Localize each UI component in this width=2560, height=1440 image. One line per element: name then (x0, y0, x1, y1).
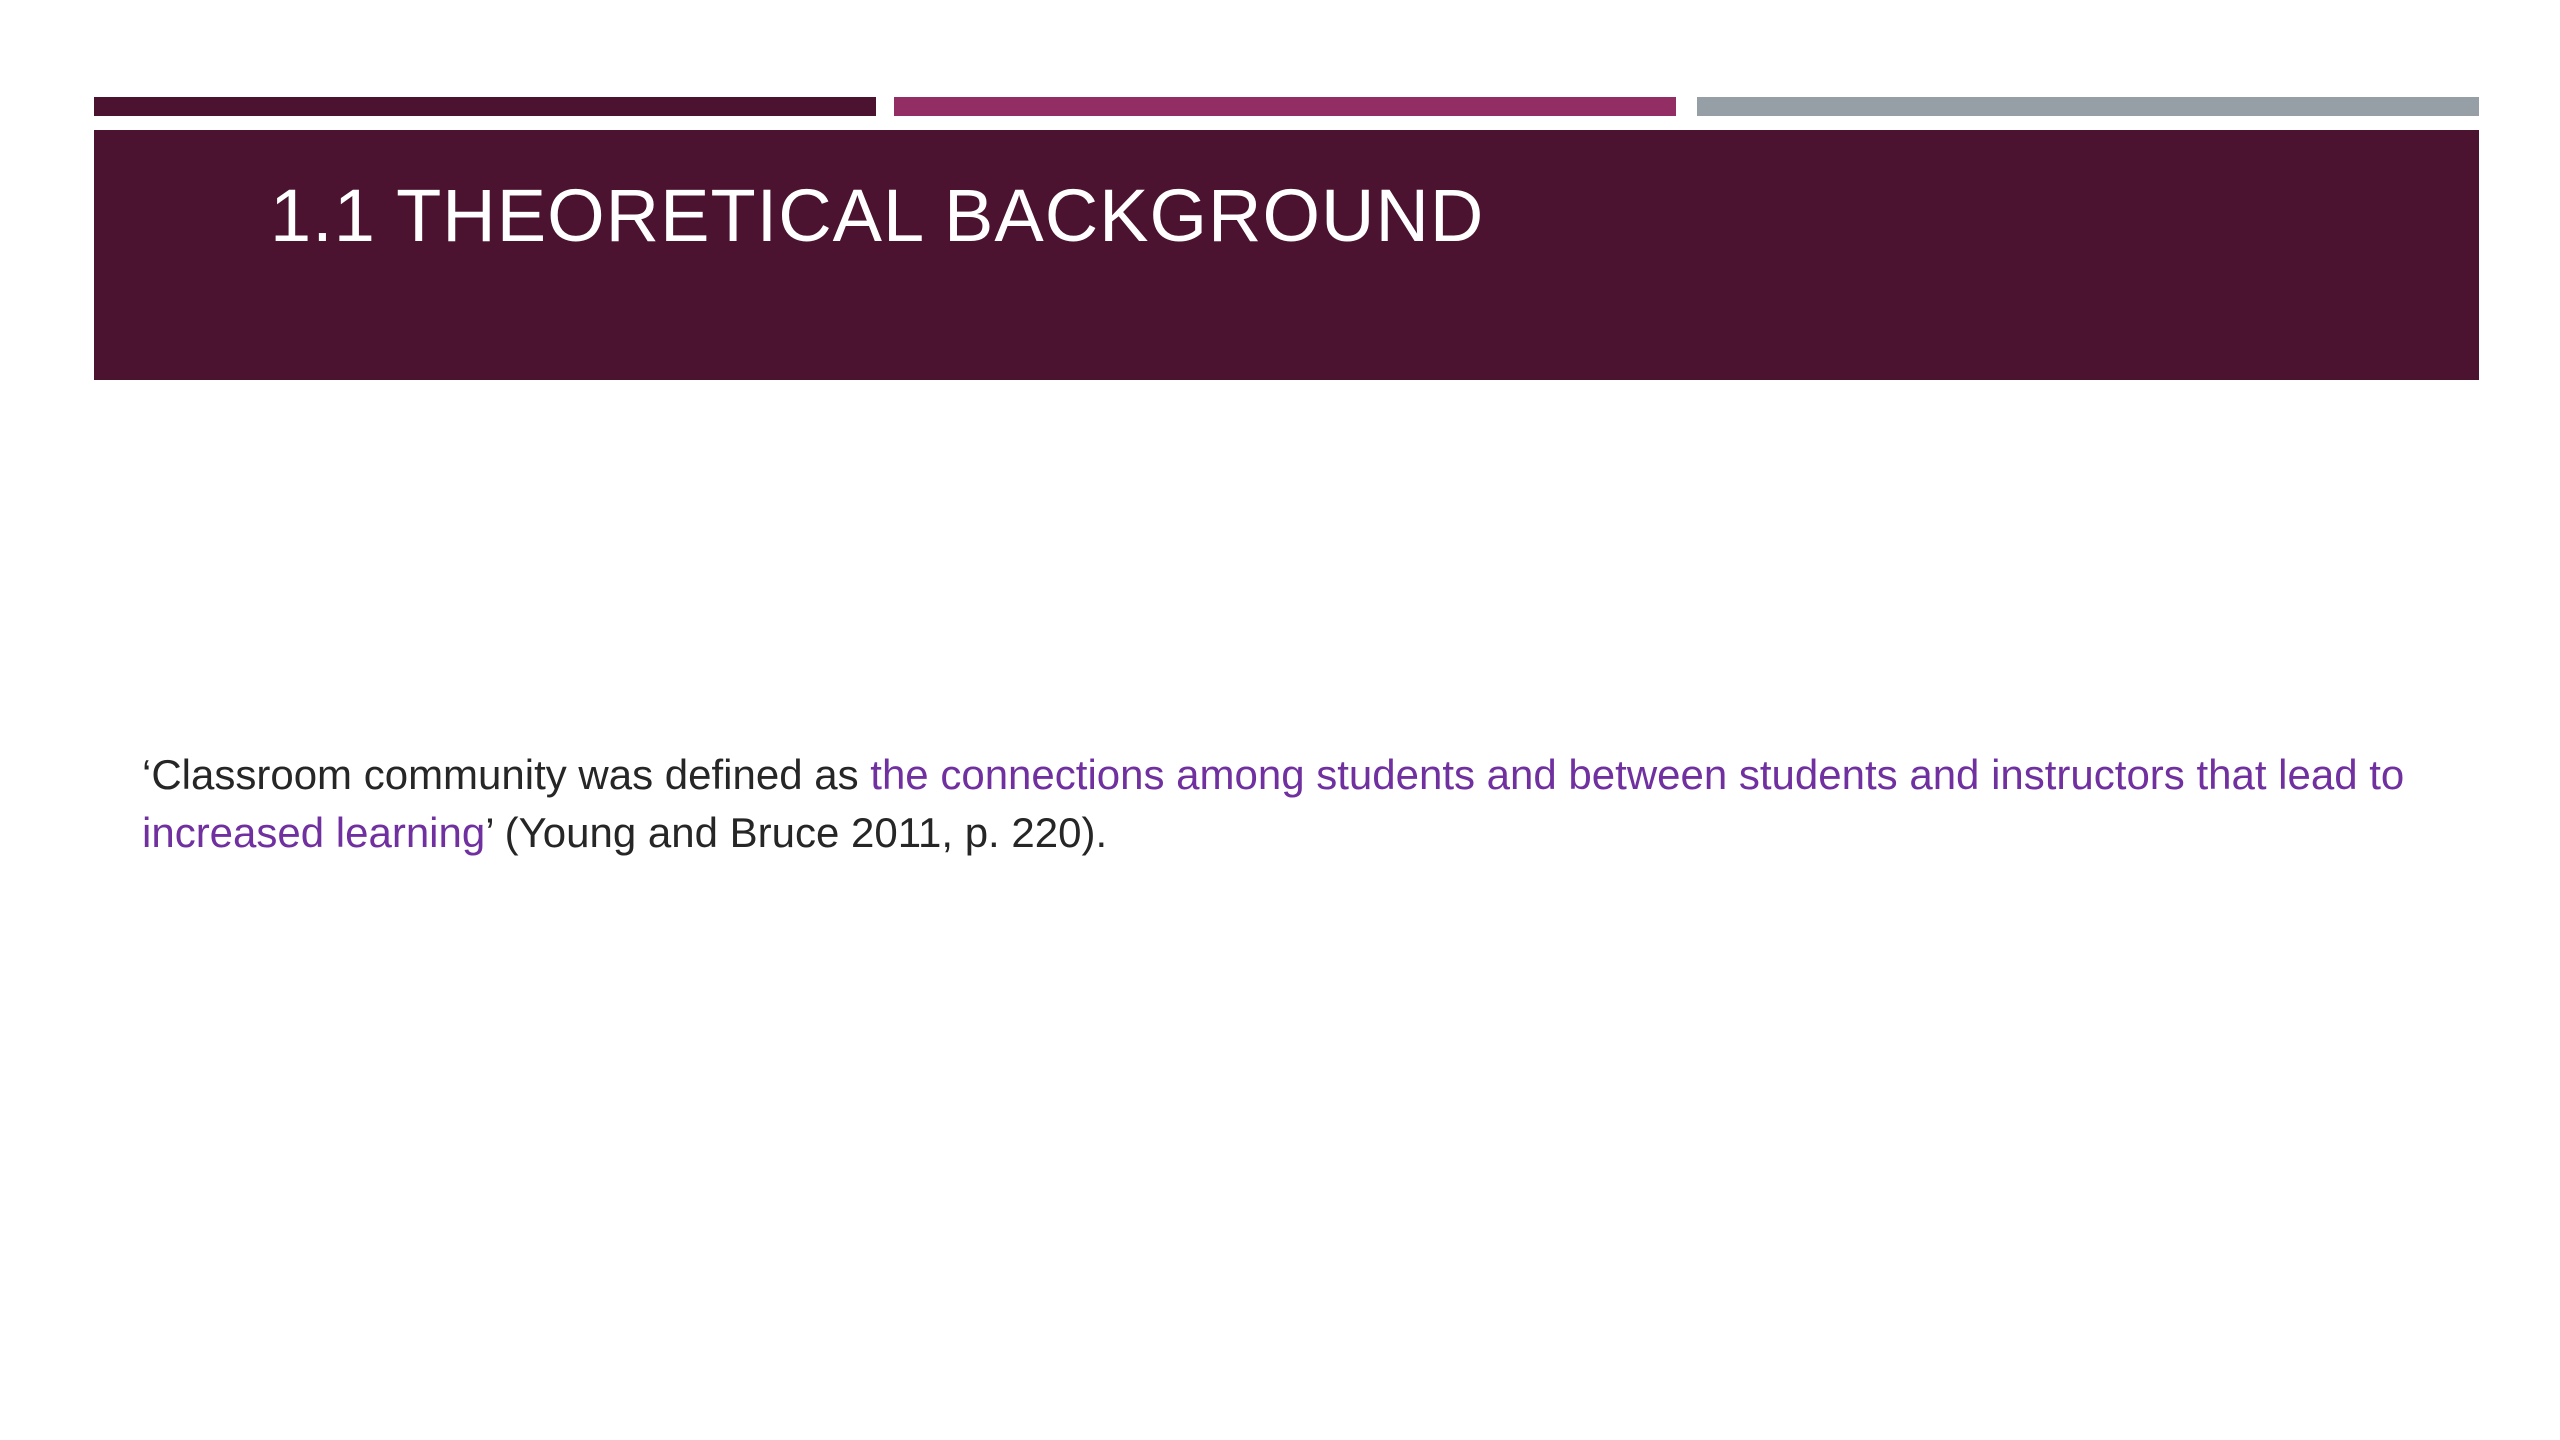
slide-title: 1.1 THEORETICAL BACKGROUND (270, 174, 1485, 257)
body-text-intro: ‘Classroom community was defined as (142, 751, 871, 798)
title-band (94, 130, 2479, 380)
accent-bar-dark (94, 97, 876, 116)
body-paragraph (142, 746, 2442, 862)
accent-bar-magenta (894, 97, 1676, 116)
accent-bar-gray (1697, 97, 2479, 116)
body-text-highlight: the connections among students and between students and instructors that lead to increased learning (142, 751, 2405, 856)
body-text-citation: ’ (Young and Bruce 2011, p. 220). (485, 809, 1108, 856)
